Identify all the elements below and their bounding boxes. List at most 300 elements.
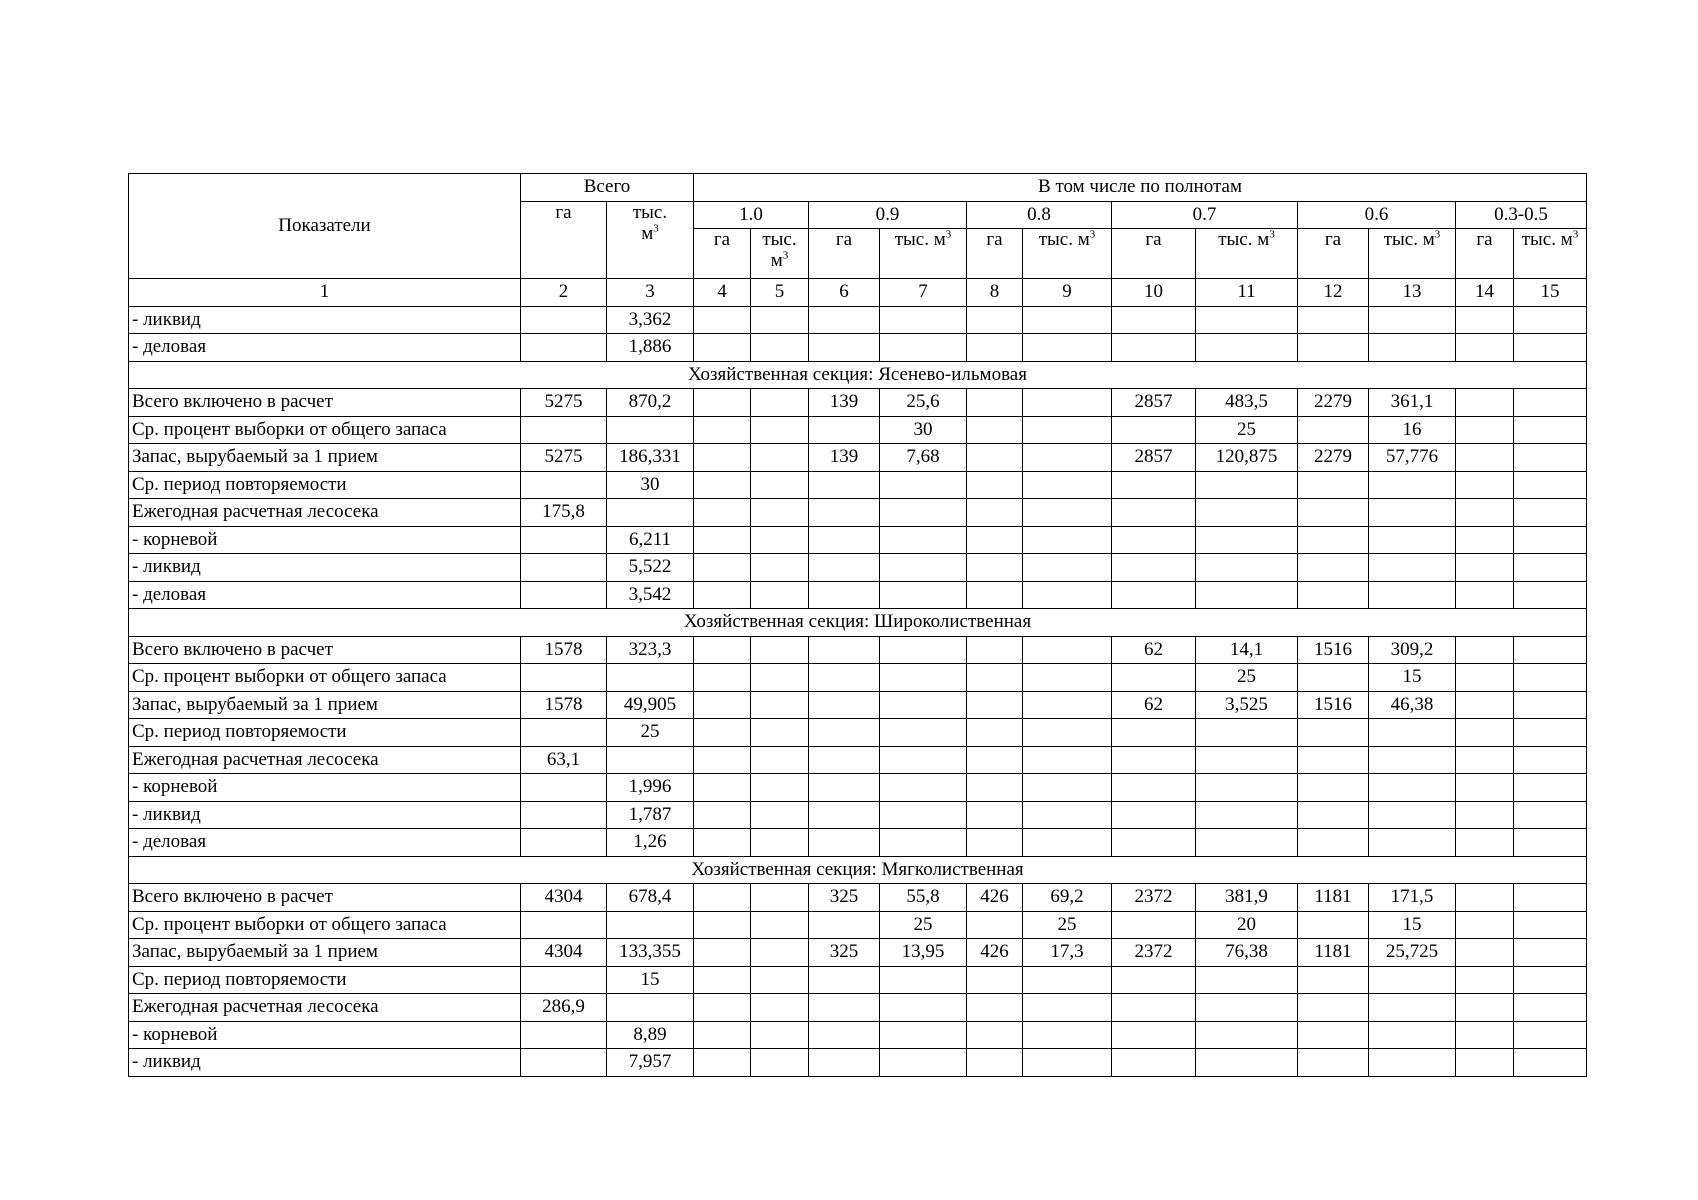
table-cell xyxy=(751,966,809,994)
table-cell xyxy=(694,389,751,417)
table-row xyxy=(129,334,1587,362)
section-title: Хозяйственная секция: Ясенево-ильмовая xyxy=(129,361,1587,389)
row-label: Запас, вырубаемый за 1 прием xyxy=(129,939,521,967)
table-cell xyxy=(521,581,607,609)
table-cell: 25 xyxy=(1196,416,1298,444)
header-total: Всего xyxy=(521,174,694,202)
table-cell xyxy=(809,636,880,664)
col-number: 13 xyxy=(1369,279,1456,307)
table-cell xyxy=(1196,526,1298,554)
row-label: Ср. процент выборки от общего запаса xyxy=(129,416,521,444)
table-cell: 171,5 xyxy=(1369,884,1456,912)
header-0-9-ha: га xyxy=(809,229,880,279)
table-cell xyxy=(1514,416,1587,444)
table-cell xyxy=(694,554,751,582)
table-cell xyxy=(967,554,1023,582)
table-cell xyxy=(521,554,607,582)
table-cell: 25 xyxy=(607,719,694,747)
table-cell: 4304 xyxy=(521,884,607,912)
table-cell xyxy=(1023,664,1112,692)
table-cell: 186,331 xyxy=(607,444,694,472)
table-cell xyxy=(1112,911,1196,939)
table-cell: 323,3 xyxy=(607,636,694,664)
table-cell xyxy=(809,306,880,334)
table-cell xyxy=(694,884,751,912)
table-cell xyxy=(1112,829,1196,857)
row-label: Ср. период повторяемости xyxy=(129,719,521,747)
table-cell xyxy=(1514,389,1587,417)
table-cell xyxy=(1456,554,1514,582)
table-cell xyxy=(1023,581,1112,609)
table-cell xyxy=(1112,719,1196,747)
table-cell xyxy=(607,994,694,1022)
table-cell xyxy=(694,664,751,692)
table-cell: 426 xyxy=(967,884,1023,912)
table-cell xyxy=(1514,554,1587,582)
table-cell xyxy=(751,719,809,747)
row-label: - ликвид xyxy=(129,1049,521,1077)
table-cell: 1578 xyxy=(521,691,607,719)
table-cell: 25 xyxy=(1023,911,1112,939)
table-cell xyxy=(1023,526,1112,554)
table-cell xyxy=(521,526,607,554)
table-cell xyxy=(1369,829,1456,857)
table-cell xyxy=(1456,664,1514,692)
table-cell: 139 xyxy=(809,389,880,417)
table-cell xyxy=(521,334,607,362)
table-cell xyxy=(809,471,880,499)
table-cell xyxy=(1456,526,1514,554)
table-cell xyxy=(521,1049,607,1077)
table-cell xyxy=(521,829,607,857)
table-cell xyxy=(1023,416,1112,444)
row-label: Всего включено в расчет xyxy=(129,636,521,664)
table-cell xyxy=(751,801,809,829)
table-cell xyxy=(1514,884,1587,912)
col-number: 14 xyxy=(1456,279,1514,307)
header-0-3-0-5-thous-m3: тыс. $м^3$ xyxy=(1514,229,1587,279)
table-cell: 14,1 xyxy=(1196,636,1298,664)
table-cell xyxy=(1456,471,1514,499)
table-cell: 309,2 xyxy=(1369,636,1456,664)
table-cell xyxy=(967,306,1023,334)
table-cell xyxy=(1369,334,1456,362)
table-row xyxy=(129,554,1587,582)
table-cell xyxy=(1196,581,1298,609)
table-cell xyxy=(751,664,809,692)
table-cell: 25 xyxy=(1196,664,1298,692)
table-cell xyxy=(967,581,1023,609)
table-row xyxy=(129,911,1587,939)
table-cell: 30 xyxy=(607,471,694,499)
table-row xyxy=(129,746,1587,774)
header-density-0-6: 0.6 xyxy=(1298,201,1456,229)
table-cell: 2279 xyxy=(1298,444,1369,472)
table-cell: 8,89 xyxy=(607,1021,694,1049)
table-cell: 1578 xyxy=(521,636,607,664)
table-cell xyxy=(1456,911,1514,939)
table-row xyxy=(129,526,1587,554)
table-cell: 325 xyxy=(809,884,880,912)
row-label: Всего включено в расчет xyxy=(129,884,521,912)
col-number: 2 xyxy=(521,279,607,307)
col-number: 12 xyxy=(1298,279,1369,307)
table-cell xyxy=(1112,416,1196,444)
table-cell xyxy=(1298,911,1369,939)
table-cell xyxy=(751,334,809,362)
table-cell xyxy=(694,499,751,527)
table-cell xyxy=(607,499,694,527)
table-cell xyxy=(694,691,751,719)
table-cell xyxy=(1514,664,1587,692)
table-cell xyxy=(1023,636,1112,664)
table-cell xyxy=(1369,526,1456,554)
table-cell xyxy=(1369,554,1456,582)
table-cell xyxy=(1196,719,1298,747)
table-cell xyxy=(809,1049,880,1077)
table-cell xyxy=(1514,774,1587,802)
table-cell xyxy=(694,939,751,967)
table-cell: 381,9 xyxy=(1196,884,1298,912)
table-cell xyxy=(1514,306,1587,334)
table-cell xyxy=(880,636,967,664)
row-label: - деловая xyxy=(129,829,521,857)
table-cell: 2857 xyxy=(1112,389,1196,417)
row-label: - корневой xyxy=(129,1021,521,1049)
table-cell xyxy=(880,581,967,609)
table-cell xyxy=(751,526,809,554)
row-label: - ликвид xyxy=(129,801,521,829)
col-number: 9 xyxy=(1023,279,1112,307)
row-label: Ср. процент выборки от общего запаса xyxy=(129,911,521,939)
table-row xyxy=(129,994,1587,1022)
table-cell xyxy=(521,966,607,994)
table-cell xyxy=(967,774,1023,802)
table-cell xyxy=(1369,994,1456,1022)
header-0-9-thous-m3: тыс. $м^3$ xyxy=(880,229,967,279)
table-cell xyxy=(880,664,967,692)
table-cell xyxy=(694,636,751,664)
table-cell xyxy=(809,801,880,829)
table-cell xyxy=(1456,444,1514,472)
table-cell xyxy=(1023,554,1112,582)
table-cell xyxy=(809,499,880,527)
table-cell: 1516 xyxy=(1298,691,1369,719)
table-cell xyxy=(967,471,1023,499)
table-cell xyxy=(694,801,751,829)
table-row xyxy=(129,664,1587,692)
table-cell xyxy=(809,691,880,719)
row-label: Ср. период повторяемости xyxy=(129,471,521,499)
table-cell xyxy=(880,774,967,802)
table-cell xyxy=(1514,499,1587,527)
table-cell: 76,38 xyxy=(1196,939,1298,967)
header-0-8-thous-m3: тыс. $м^3$ xyxy=(1023,229,1112,279)
table-cell xyxy=(1456,581,1514,609)
table-cell: 483,5 xyxy=(1196,389,1298,417)
table-cell: 133,355 xyxy=(607,939,694,967)
row-label: Запас, вырубаемый за 1 прием xyxy=(129,444,521,472)
table-cell: 55,8 xyxy=(880,884,967,912)
table-cell xyxy=(1456,884,1514,912)
table-cell xyxy=(1514,966,1587,994)
table-cell xyxy=(694,746,751,774)
table-cell xyxy=(967,746,1023,774)
table-cell xyxy=(1298,801,1369,829)
table-cell xyxy=(1456,719,1514,747)
table-cell xyxy=(1023,389,1112,417)
row-label: Ежегодная расчетная лесосека xyxy=(129,499,521,527)
table-cell: 7,957 xyxy=(607,1049,694,1077)
table-cell xyxy=(1023,1049,1112,1077)
row-label: - ликвид xyxy=(129,554,521,582)
table-cell xyxy=(694,774,751,802)
table-cell xyxy=(1112,966,1196,994)
table-cell xyxy=(1514,334,1587,362)
table-cell xyxy=(694,471,751,499)
table-cell xyxy=(1023,444,1112,472)
table-cell: 286,9 xyxy=(521,994,607,1022)
table-cell xyxy=(1112,334,1196,362)
table-cell xyxy=(880,829,967,857)
table-cell xyxy=(694,581,751,609)
forest-cut-table xyxy=(128,173,1587,1077)
header-1-0-ha: га xyxy=(694,229,751,279)
table-cell xyxy=(1456,334,1514,362)
table-cell xyxy=(521,719,607,747)
table-cell xyxy=(751,994,809,1022)
table-cell xyxy=(880,1021,967,1049)
row-label: Всего включено в расчет xyxy=(129,389,521,417)
table-cell: 1,787 xyxy=(607,801,694,829)
table-cell xyxy=(1023,691,1112,719)
table-cell: 2857 xyxy=(1112,444,1196,472)
table-cell: 5,522 xyxy=(607,554,694,582)
table-cell: 870,2 xyxy=(607,389,694,417)
table-cell: 426 xyxy=(967,939,1023,967)
table-cell xyxy=(1369,719,1456,747)
col-number: 4 xyxy=(694,279,751,307)
table-cell xyxy=(809,1021,880,1049)
table-cell xyxy=(880,554,967,582)
table-cell xyxy=(1298,526,1369,554)
table-cell xyxy=(967,636,1023,664)
table-cell xyxy=(880,746,967,774)
table-cell: 15 xyxy=(607,966,694,994)
table-cell xyxy=(1196,471,1298,499)
table-cell xyxy=(1456,939,1514,967)
table-cell xyxy=(809,581,880,609)
table-row xyxy=(129,1021,1587,1049)
table-cell: 2279 xyxy=(1298,389,1369,417)
table-cell xyxy=(809,554,880,582)
table-cell: 2372 xyxy=(1112,939,1196,967)
table-cell xyxy=(967,1049,1023,1077)
table-cell xyxy=(1196,994,1298,1022)
table-cell xyxy=(809,746,880,774)
header-0-6-ha: га xyxy=(1298,229,1369,279)
table-cell xyxy=(521,1021,607,1049)
table-cell xyxy=(694,966,751,994)
table-cell xyxy=(521,801,607,829)
table-cell xyxy=(1023,801,1112,829)
table-cell xyxy=(1112,994,1196,1022)
table-cell xyxy=(521,911,607,939)
table-cell xyxy=(1298,306,1369,334)
table-cell xyxy=(607,911,694,939)
row-label: Ежегодная расчетная лесосека xyxy=(129,994,521,1022)
table-cell: 1181 xyxy=(1298,939,1369,967)
table-cell xyxy=(1196,306,1298,334)
table-cell xyxy=(1298,966,1369,994)
section-title: Хозяйственная секция: Мягколиственная xyxy=(129,856,1587,884)
table-cell xyxy=(751,746,809,774)
table-cell: 6,211 xyxy=(607,526,694,554)
table-cell: 63,1 xyxy=(521,746,607,774)
table-cell xyxy=(521,416,607,444)
table-cell: 17,3 xyxy=(1023,939,1112,967)
table-cell xyxy=(880,966,967,994)
table-cell xyxy=(809,416,880,444)
table-row xyxy=(129,1049,1587,1077)
table-body xyxy=(129,306,1587,1076)
table-cell xyxy=(1023,334,1112,362)
table-cell xyxy=(1298,994,1369,1022)
table-cell xyxy=(694,444,751,472)
table-cell xyxy=(967,829,1023,857)
table-cell xyxy=(1196,746,1298,774)
table-cell xyxy=(967,1021,1023,1049)
table-cell xyxy=(1514,829,1587,857)
table-row xyxy=(129,306,1587,334)
section-title: Хозяйственная секция: Широколиственная xyxy=(129,609,1587,637)
table-cell xyxy=(1298,746,1369,774)
table-cell xyxy=(1456,829,1514,857)
table-cell xyxy=(967,664,1023,692)
header-0-3-0-5-ha: га xyxy=(1456,229,1514,279)
table-row xyxy=(129,939,1587,967)
table-cell xyxy=(1023,746,1112,774)
table-cell xyxy=(880,526,967,554)
table-cell xyxy=(751,471,809,499)
table-cell xyxy=(1369,801,1456,829)
table-cell xyxy=(1514,636,1587,664)
table-cell xyxy=(694,994,751,1022)
table-cell xyxy=(967,911,1023,939)
table-cell: 25,725 xyxy=(1369,939,1456,967)
table-cell: 325 xyxy=(809,939,880,967)
table-cell xyxy=(967,801,1023,829)
table-cell xyxy=(694,334,751,362)
table-cell xyxy=(1023,719,1112,747)
section-header-row xyxy=(129,361,1587,389)
table-cell xyxy=(1196,774,1298,802)
table-cell xyxy=(1023,829,1112,857)
table-cell xyxy=(751,444,809,472)
table-cell xyxy=(607,664,694,692)
table-row xyxy=(129,636,1587,664)
col-number: 7 xyxy=(880,279,967,307)
table-cell: 16 xyxy=(1369,416,1456,444)
table-cell xyxy=(880,334,967,362)
table-cell xyxy=(1369,1021,1456,1049)
table-cell xyxy=(1456,691,1514,719)
table-cell xyxy=(1112,774,1196,802)
table-cell: 62 xyxy=(1112,636,1196,664)
table-row xyxy=(129,801,1587,829)
section-header-row xyxy=(129,609,1587,637)
table-cell: 5275 xyxy=(521,444,607,472)
table-cell xyxy=(1112,1021,1196,1049)
table-row xyxy=(129,884,1587,912)
table-cell xyxy=(1023,966,1112,994)
table-cell: 69,2 xyxy=(1023,884,1112,912)
row-label: - деловая xyxy=(129,334,521,362)
table-cell: 1181 xyxy=(1298,884,1369,912)
table-cell: 49,905 xyxy=(607,691,694,719)
table-cell xyxy=(880,306,967,334)
header-0-8-ha: га xyxy=(967,229,1023,279)
table-cell xyxy=(809,719,880,747)
table-cell xyxy=(1369,471,1456,499)
table-cell xyxy=(1456,801,1514,829)
table-cell xyxy=(607,416,694,444)
table-cell xyxy=(694,416,751,444)
table-cell: 25 xyxy=(880,911,967,939)
table-cell xyxy=(751,829,809,857)
header-0-7-ha: га xyxy=(1112,229,1196,279)
table-cell xyxy=(694,911,751,939)
table-cell xyxy=(967,691,1023,719)
table-cell: 46,38 xyxy=(1369,691,1456,719)
table-cell: 3,525 xyxy=(1196,691,1298,719)
table-cell: 678,4 xyxy=(607,884,694,912)
table-cell xyxy=(1369,499,1456,527)
table-cell: 5275 xyxy=(521,389,607,417)
header-1-0-thous-m3: тыс. $м^3$ xyxy=(751,229,809,279)
table-cell xyxy=(1298,719,1369,747)
table-row xyxy=(129,581,1587,609)
table-cell: 20 xyxy=(1196,911,1298,939)
table-cell xyxy=(751,884,809,912)
table-cell xyxy=(809,829,880,857)
row-label: Ср. период повторяемости xyxy=(129,966,521,994)
table-cell xyxy=(1023,306,1112,334)
table-cell xyxy=(1456,1049,1514,1077)
row-label: Запас, вырубаемый за 1 прием xyxy=(129,691,521,719)
table-cell xyxy=(1456,746,1514,774)
table-cell xyxy=(880,994,967,1022)
table-cell xyxy=(1023,1021,1112,1049)
table-cell xyxy=(1196,554,1298,582)
table-cell xyxy=(751,1021,809,1049)
table-cell xyxy=(809,994,880,1022)
table-cell xyxy=(694,829,751,857)
header-total-ha: га xyxy=(521,201,607,279)
table-cell xyxy=(1456,994,1514,1022)
column-number-row xyxy=(129,279,1587,307)
table-cell xyxy=(1023,499,1112,527)
table-cell xyxy=(1112,554,1196,582)
table-cell: 120,875 xyxy=(1196,444,1298,472)
table-cell xyxy=(1298,334,1369,362)
table-row xyxy=(129,719,1587,747)
table-cell xyxy=(967,966,1023,994)
table-cell xyxy=(1196,966,1298,994)
table-cell xyxy=(1369,966,1456,994)
table-row xyxy=(129,691,1587,719)
col-number: 3 xyxy=(607,279,694,307)
